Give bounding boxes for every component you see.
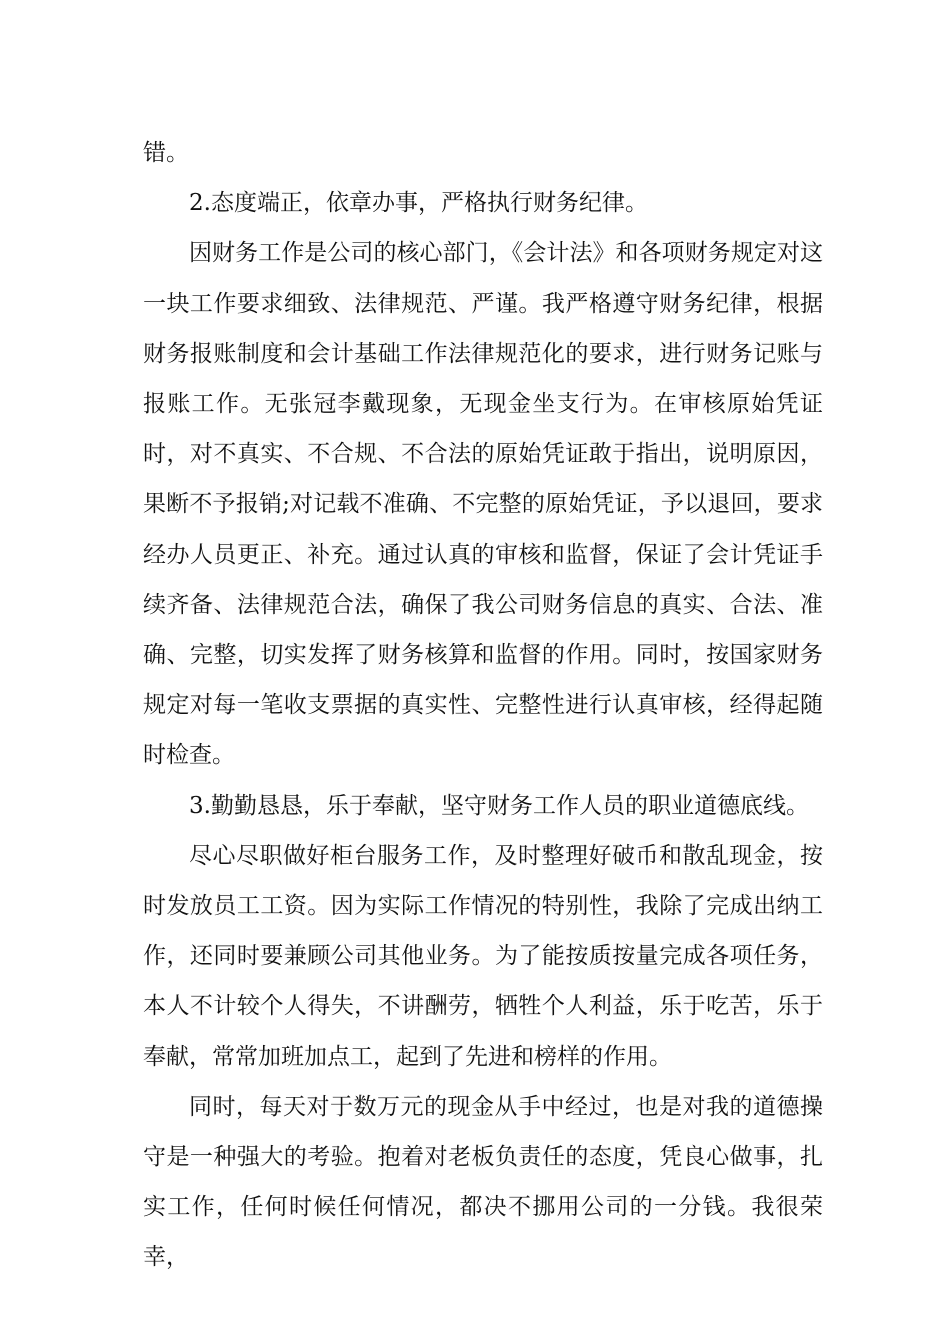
document-body (143, 128, 823, 1283)
paragraph-dedication: 尽心尽职做好柜台服务工作，及时整理好破币和散乱现金，按时发放员工工资。因为实际工作情况的特别性，我除了完成出纳工作，还同时要兼顾公司其他业务。为了能按质按量完成各项任务，本人不计较个人得失，不讲酬劳，牺牲个人利益，乐于吃苦，乐于奉献，常常加班加点工，起到了先进和榜样的作用。 (143, 842, 823, 1070)
paragraph-integrity: 同时，每天对于数万元的现金从手中经过，也是对我的道德操守是一种强大的考验。抱着对老板负责任的态度，凭良心做事，扎实工作，任何时候任何情况，都决不挪用公司的一分钱。我很荣幸， (143, 1093, 823, 1271)
section-heading-3: 3.勤勤恳恳，乐于奉献，坚守财务工作人员的职业道德底线。 (189, 792, 809, 819)
section-heading-2: 2.态度端正，依章办事，严格执行财务纪律。 (189, 190, 648, 217)
paragraph-continuation: 错。 (143, 140, 189, 166)
paragraph-discipline: 因财务工作是公司的核心部门，《会计法》和各项财务规定对这一块工作要求细致、法律规范、严谨。我严格遵守财务纪律，根据财务报账制度和会计基础工作法律规范化的要求，进行财务记账与报账工作。无张冠李戴现象，无现金坐支行为。在审核原始凭证时，对不真实、不合规、不合法的原始凭证敢于指出，说明原因，果断不予报销;对记载不准确、不完整的原始凭证，予以退回，要求经办人员更正、补充。通过认真的审核和监督，保证了会计凭证手续齐备、法律规范合法，确保了我公司财务信息的真实、合法、准确、完整，切实发挥了财务核算和监督的作用。同时，按国家财务规定对每一笔收支票据的真实性、完整性进行认真审核，经得起随时检查。 (143, 240, 823, 769)
